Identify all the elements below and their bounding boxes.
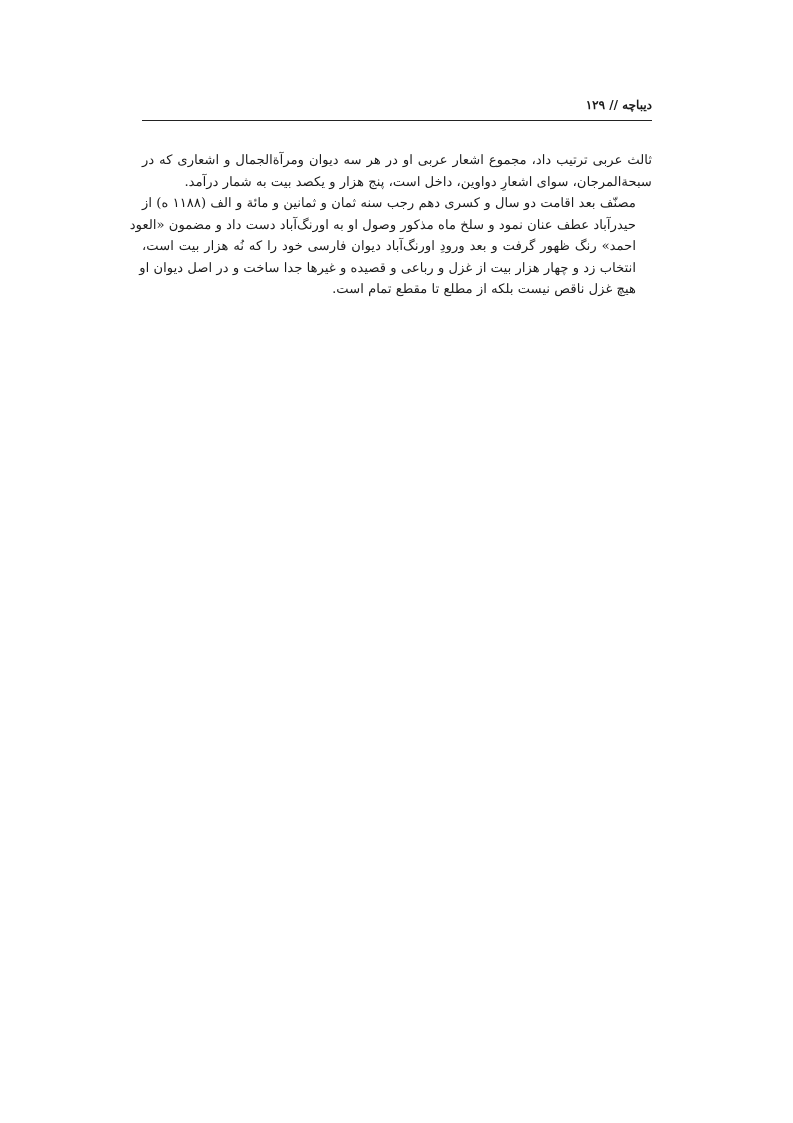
running-header-title: دیباچه // ۱۲۹ [585, 98, 652, 112]
text-line: هیچ غزل ناقص نیست بلکه از مطلع تا مقطع تمام است. [332, 282, 636, 297]
text-line: ثالث عربی ترتیب داد، مجموع اشعار عربی او در هر سه دیوان ومرآةالجمال و اشعاری که در [142, 153, 652, 168]
paragraph-2 [129, 193, 652, 301]
text-line: احمد» رنگ ظهور گرفت و بعد ورودِ اورنگ‌آباد دیوان فارسی خود را که نُه هزار بیت است، [142, 239, 636, 254]
text-line: انتخاب زد و چهار هزار بیت از غزل و رباعی و قصیده و غیرها جدا ساخت و در اصل دیوان او [139, 260, 636, 276]
body-text [129, 150, 652, 301]
text-line: حیدرآباد عطف عنان نمود و سلخ ماه مذکور وصول او به اورنگ‌آباد دست داد و مضمون «العود [129, 217, 636, 233]
text-line: سبحةالمرجان، سوای اشعارِ دواوین، داخل است، پنج هزار و یکصد بیت به شمار درآمد. [184, 174, 652, 190]
text-line: مصنّف بعد اقامت دو سال و کسری دهم رجب سنه ثمان و ثمانین و مائة و الف (۱۱۸۸ ه) از [142, 196, 636, 211]
paragraph-1 [142, 150, 652, 193]
running-header [142, 96, 652, 121]
